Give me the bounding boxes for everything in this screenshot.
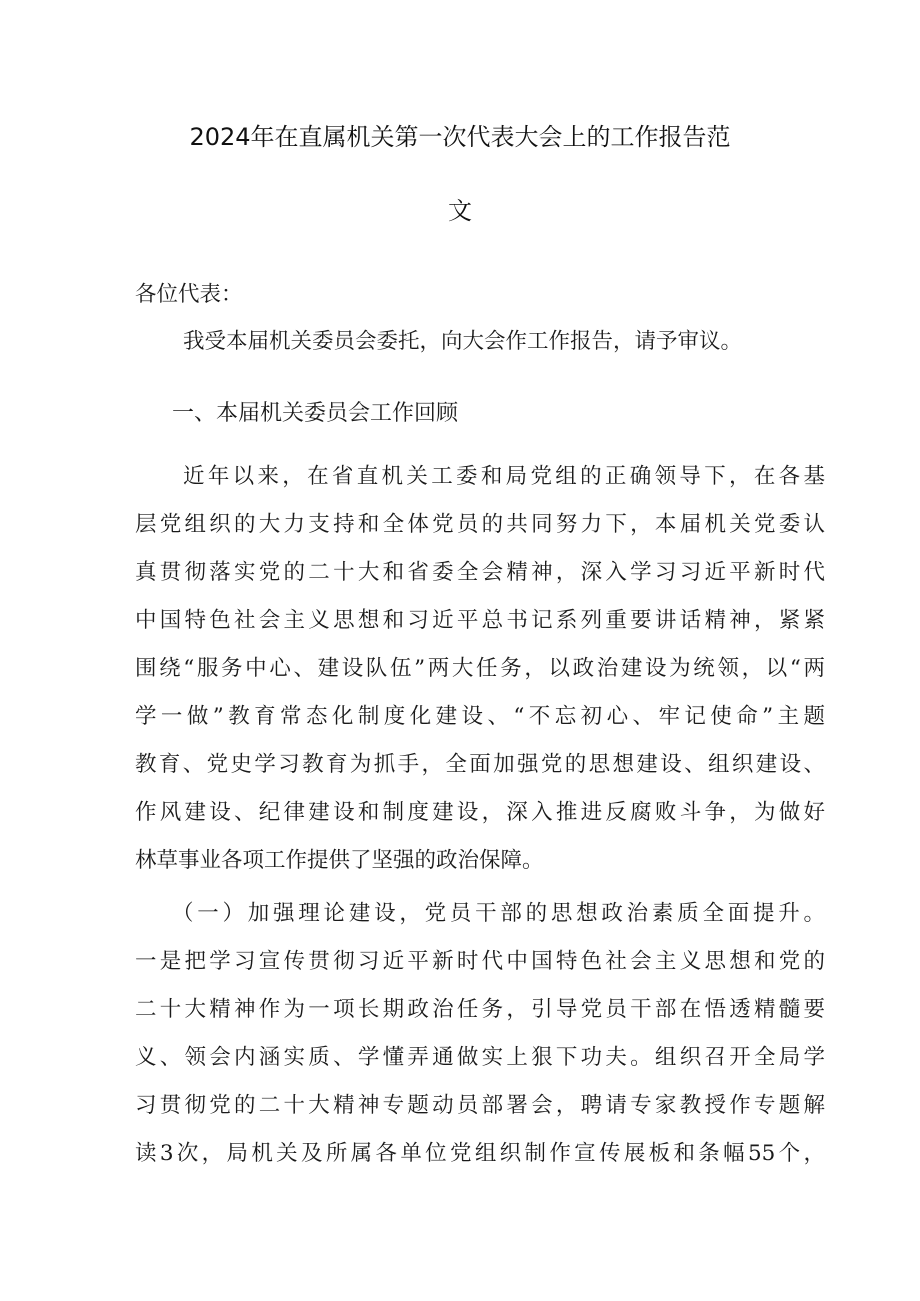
paragraph-2-line: 义、领会内涵实质、学懂弄通做实上狠下功夫。组织召开全局学 [135,1045,825,1070]
paragraph-2-line: 二十大精神作为一项长期政治任务，引导党员干部在悟透精髓要 [135,997,825,1022]
document-title-line-1: 2024年在直属机关第一次代表大会上的工作报告范 [189,123,731,151]
paragraph-1-line: 近年以来，在省直机关工委和局党组的正确领导下，在各基 [183,464,825,489]
paragraph-1-line: 层党组织的大力支持和全体党员的共同努力下，本届机关党委认 [135,512,825,537]
paragraph-2-line: 习贯彻党的二十大精神专题动员部署会，聘请专家教授作专题解 [135,1093,825,1118]
document-title-line-2: 文 [448,197,472,225]
paragraph-2-line: （一）加强理论建设，党员干部的思想政治素质全面提升。 [172,901,825,926]
paragraph-1-line: 作风建设、纪律建设和制度建设，深入推进反腐败斗争，为做好 [135,800,825,825]
salutation: 各位代表： [135,282,243,307]
paragraph-1-line: 围绕“服务中心、建设队伍”两大任务，以政治建设为统领，以“两 [135,656,825,681]
paragraph-1-line: 林草事业各项工作提供了坚强的政治保障。 [135,848,544,873]
opening-paragraph: 我受本届机关委员会委托，向大会作工作报告，请予审议。 [183,329,743,354]
section-heading: 一、本届机关委员会工作回顾 [172,401,459,426]
paragraph-1-line: 中国特色社会主义思想和习近平总书记系列重要讲话精神，紧紧 [135,608,825,633]
paragraph-2-line: 一是把学习宣传贯彻习近平新时代中国特色社会主义思想和党的 [135,949,825,974]
paragraph-2-line: 读3次，局机关及所属各单位党组织制作宣传展板和条幅55个， [135,1141,825,1166]
paragraph-1-line: 教育、党史学习教育为抓手，全面加强党的思想建设、组织建设、 [135,752,825,777]
paragraph-1-line: 学一做”教育常态化制度化建设、“不忘初心、牢记使命”主题 [135,704,825,729]
paragraph-1-line: 真贯彻落实党的二十大和省委全会精神，深入学习习近平新时代 [135,560,825,585]
